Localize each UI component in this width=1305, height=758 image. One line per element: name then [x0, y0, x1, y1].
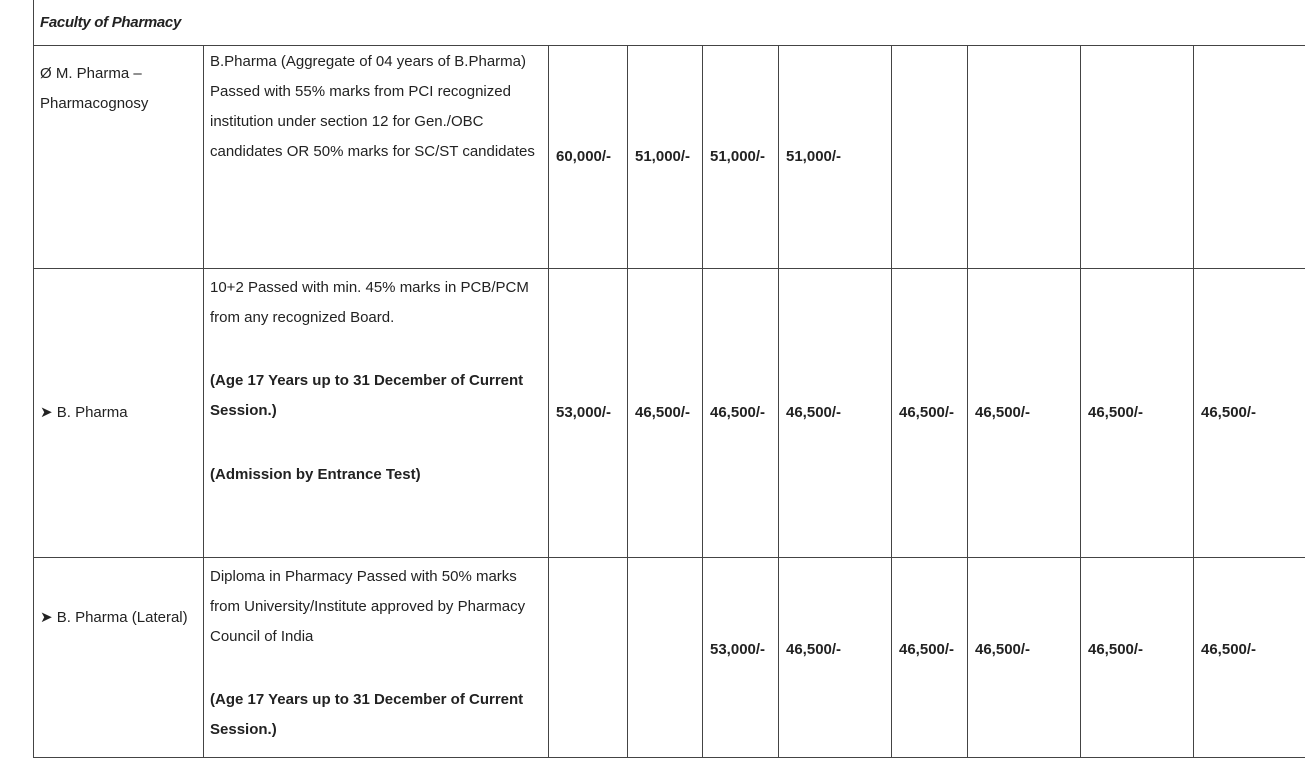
admission-note: (Admission by Entrance Test): [210, 460, 542, 490]
fee-cell: [968, 46, 1081, 269]
eligibility-text: Diploma in Pharmacy Passed with 50% marks from University/Institute approved by Pharmacy Council of India: [210, 562, 542, 652]
course-name: ➤ B. Pharma: [34, 269, 204, 558]
eligibility-text: 10+2 Passed with min. 45% marks in PCB/PCM from any recognized Board.: [210, 273, 542, 333]
age-criteria: (Age 17 Years up to 31 December of Current Session.): [210, 685, 542, 745]
fee-cell: [892, 46, 968, 269]
fee-cell: 46,500/-: [968, 558, 1081, 758]
fee-cell: 51,000/-: [779, 46, 892, 269]
course-eligibility: [204, 269, 549, 558]
fee-cell: 53,000/-: [549, 269, 628, 558]
fee-cell: 51,000/-: [628, 46, 703, 269]
fee-cell: 46,500/-: [628, 269, 703, 558]
fee-cell: [628, 558, 703, 758]
fee-cell: 46,500/-: [892, 558, 968, 758]
fee-cell: 53,000/-: [703, 558, 779, 758]
eligibility-text: B.Pharma (Aggregate of 04 years of B.Pharma) Passed with 55% marks from PCI recognized institution under section 12 for Gen./OBC candidates OR 50% marks for SC/ST candidates: [210, 47, 542, 167]
fee-cell: 60,000/-: [549, 46, 628, 269]
course-name: Ø M. Pharma – Pharmacognosy: [34, 46, 204, 269]
table-row: [34, 269, 1305, 558]
faculty-title: Faculty of Pharmacy: [34, 0, 1305, 46]
fee-cell: 46,500/-: [1194, 269, 1305, 558]
course-eligibility: [204, 558, 549, 758]
fee-cell: 46,500/-: [1081, 269, 1194, 558]
fee-cell: 46,500/-: [892, 269, 968, 558]
fee-cell: 46,500/-: [1194, 558, 1305, 758]
fee-cell: 46,500/-: [779, 269, 892, 558]
table-row: [34, 46, 1305, 269]
course-name: ➤ B. Pharma (Lateral): [34, 558, 204, 758]
fee-cell: [1194, 46, 1305, 269]
fee-structure-table: [33, 0, 1305, 758]
faculty-header-row: [34, 0, 1305, 46]
age-criteria: (Age 17 Years up to 31 December of Current Session.): [210, 366, 542, 426]
course-eligibility: [204, 46, 549, 269]
fee-cell: 46,500/-: [779, 558, 892, 758]
fee-cell: [549, 558, 628, 758]
table-row: [34, 558, 1305, 758]
fee-cell: 46,500/-: [1081, 558, 1194, 758]
fee-cell: 46,500/-: [968, 269, 1081, 558]
fee-cell: [1081, 46, 1194, 269]
fee-cell: 51,000/-: [703, 46, 779, 269]
fee-cell: 46,500/-: [703, 269, 779, 558]
